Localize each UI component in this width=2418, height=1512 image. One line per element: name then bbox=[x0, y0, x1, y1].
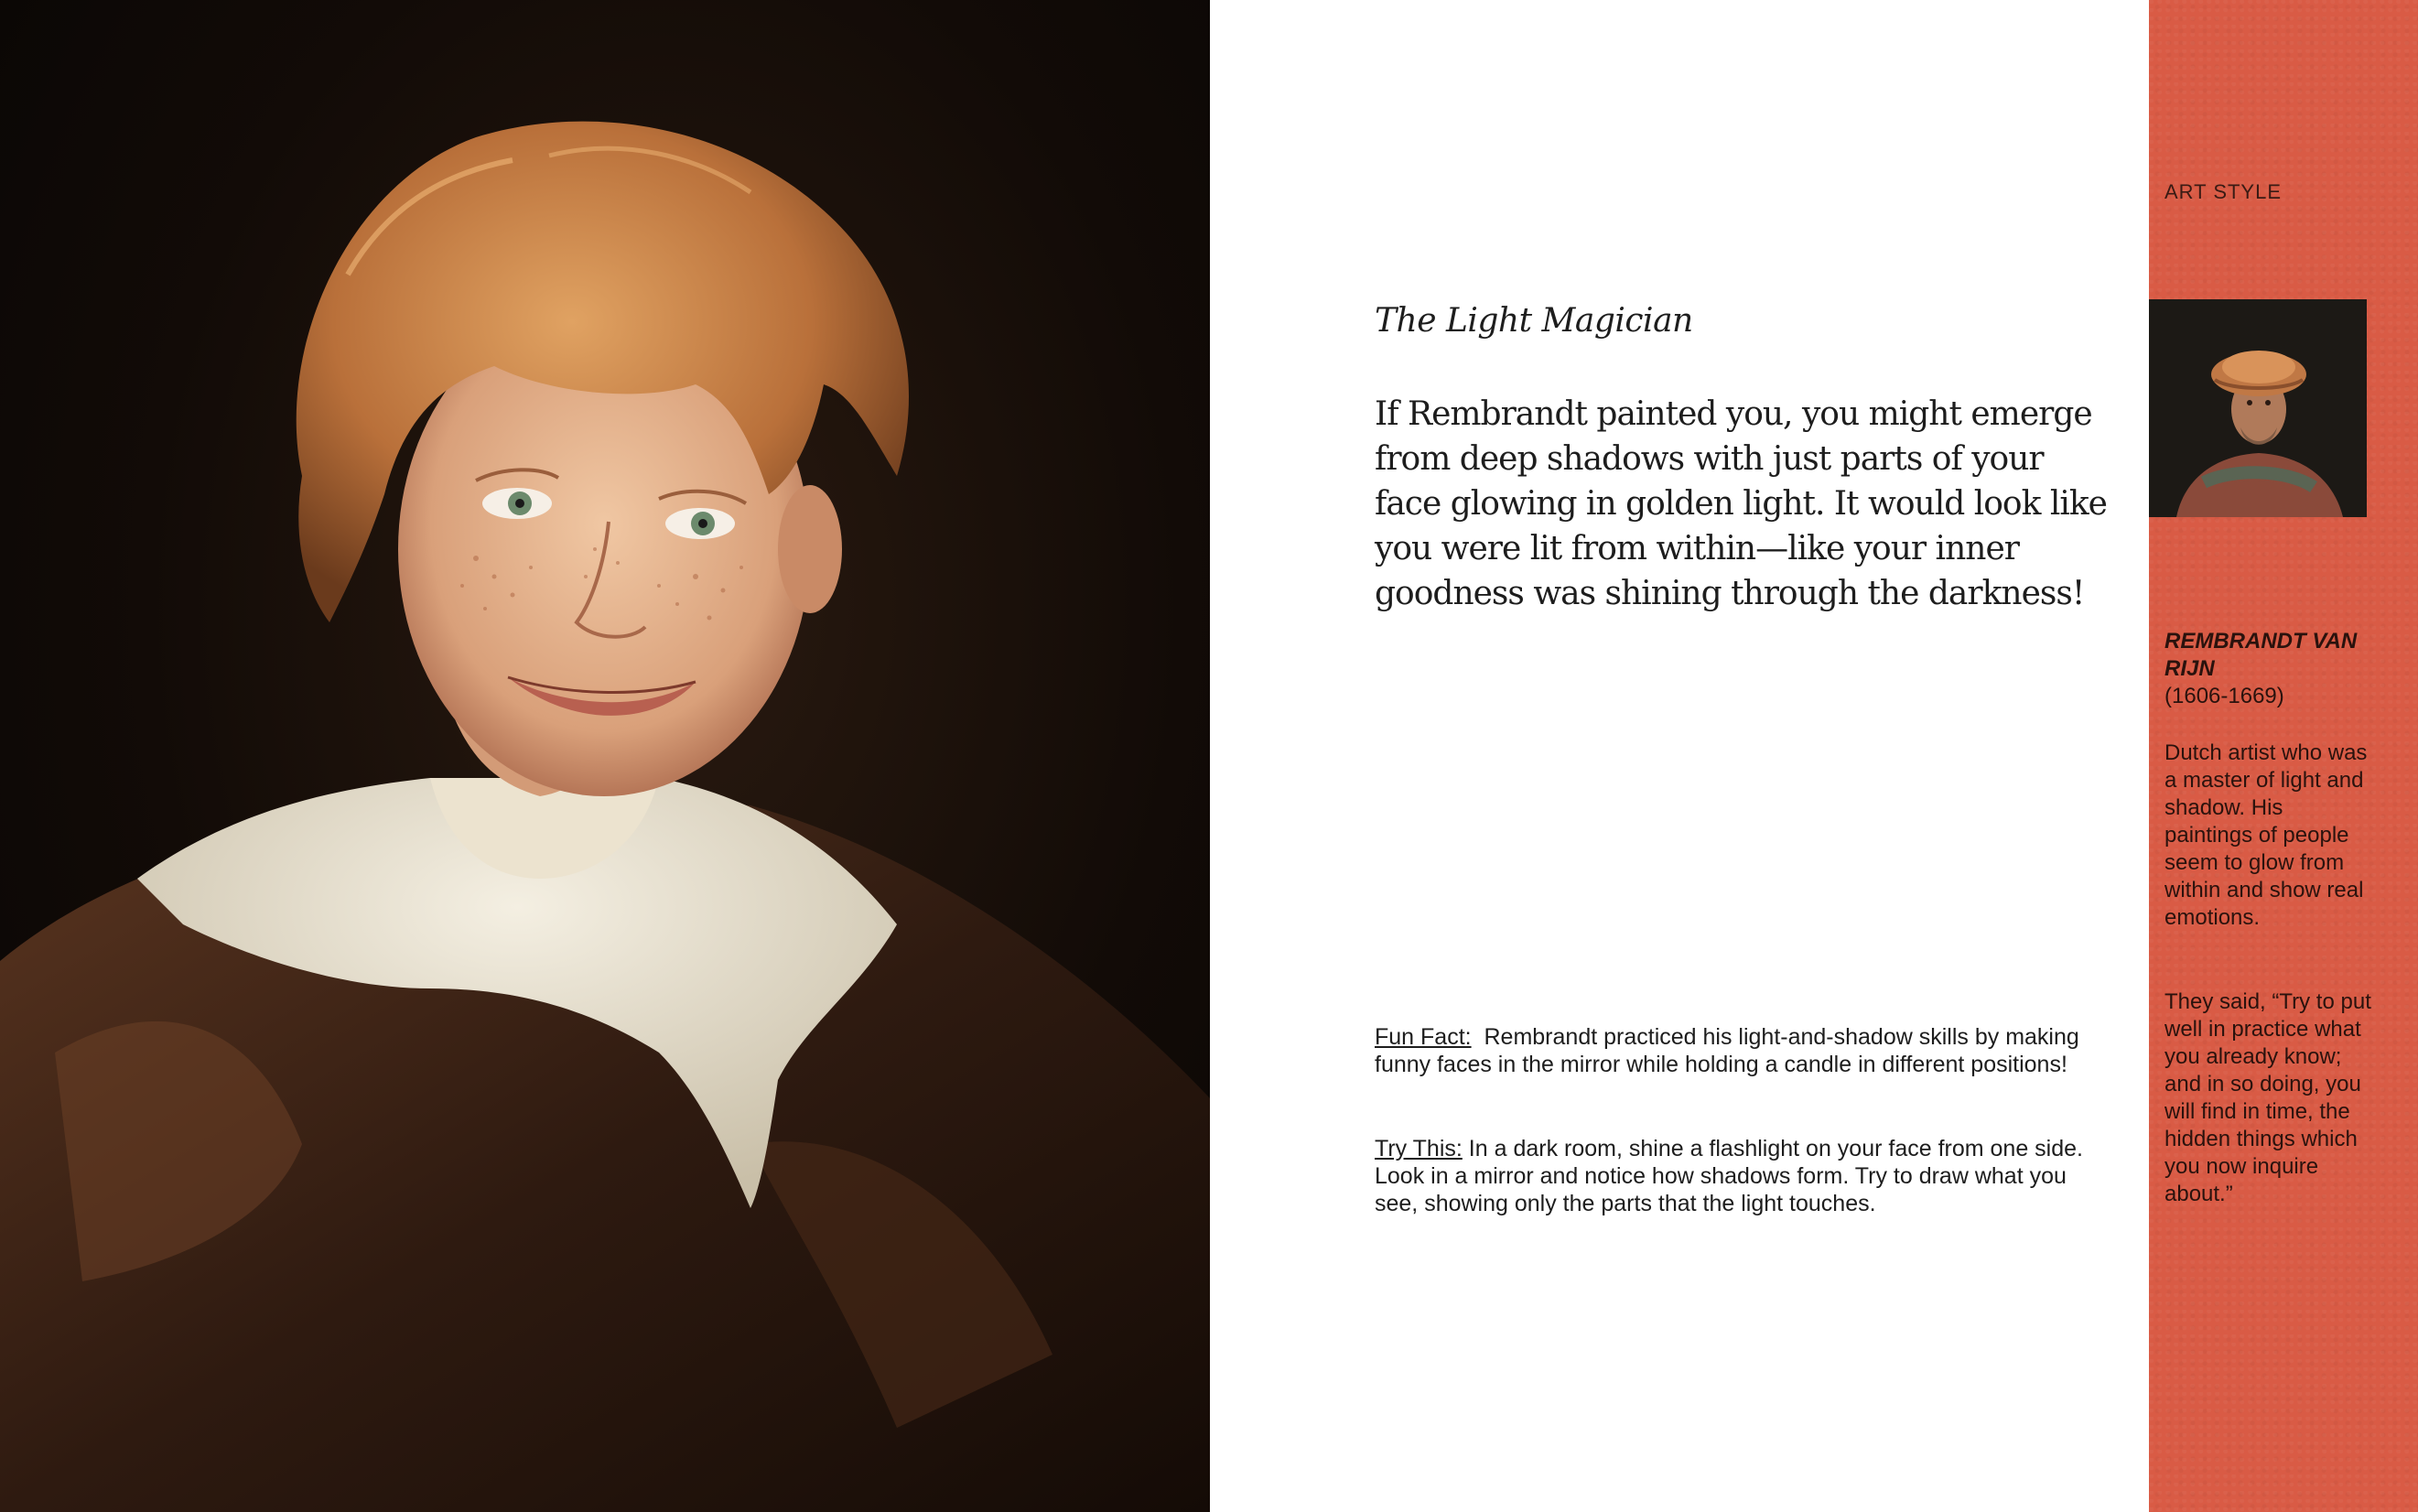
story-body: If Rembrandt painted you, you might emerge from deep shadows with just parts of your face glowing in golden light. It would look like you were lit from within—like your inner goodness was shining through the darkness! bbox=[1375, 395, 2107, 612]
artist-years: (1606-1669) bbox=[2164, 684, 2284, 708]
try-this-text: In a dark room, shine a flashlight on your face from one side. Look in a mirror and notice how shadows form. Try to draw what you see, showing only the parts that the light touches. bbox=[1375, 1136, 2083, 1216]
story-panel bbox=[1210, 0, 2149, 1512]
rembrandt-thumbnail-illustration bbox=[2149, 299, 2367, 517]
artist-quote: They said, “Try to put well in practice what you already know; and in so doing, you will find in time, the hidden things which you now inquire about.” bbox=[2164, 989, 2371, 1206]
fun-fact-label: Fun Fact: bbox=[1375, 1024, 1472, 1050]
try-this-label: Try This: bbox=[1375, 1136, 1463, 1161]
try-this bbox=[1375, 1135, 2098, 1217]
story-subtitle: The Light Magician bbox=[1375, 302, 1693, 340]
artist-thumbnail bbox=[2149, 299, 2367, 517]
artist-bio: Dutch artist who was a master of light and shadow. His paintings of people seem to glow from within and show real emotions. bbox=[2164, 740, 2368, 930]
artist-name: REMBRANDT VAN RIJN bbox=[2164, 629, 2358, 681]
section-label: ART STYLE bbox=[2164, 180, 2283, 203]
fun-fact bbox=[1375, 1023, 2098, 1078]
fun-fact-text: Rembrandt practiced his light-and-shadow skills by making funny faces in the mirror while holding a candle in different positions! bbox=[1375, 1024, 2079, 1077]
artist-sidebar bbox=[2149, 0, 2418, 1512]
